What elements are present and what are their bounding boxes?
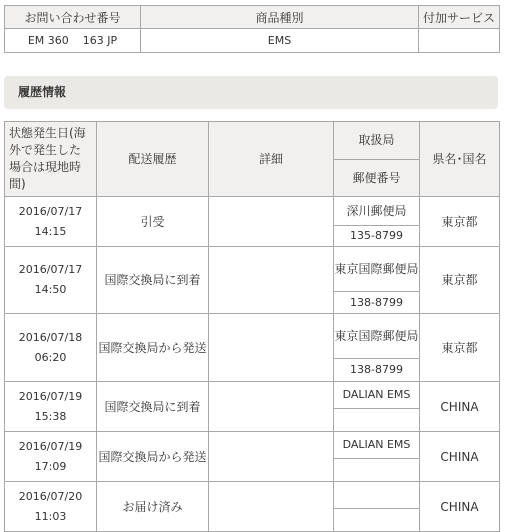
- history-row: [5, 382, 500, 409]
- header-inquiry-number: お問い合わせ番号: [5, 6, 141, 29]
- postal-code: 138-8799: [334, 292, 420, 314]
- event-date: 2016/07/19: [18, 389, 83, 403]
- inquiry-summary-table: [4, 5, 500, 53]
- summary-value-row: [5, 29, 500, 53]
- event-region: 東京都: [420, 197, 500, 247]
- event-status: 引受: [97, 197, 209, 247]
- history-section-title: 履歴情報: [4, 76, 498, 109]
- header-handling-office: 取扱局: [334, 122, 420, 160]
- event-date: 2016/07/19: [18, 439, 83, 453]
- postal-code: [334, 409, 420, 432]
- event-detail: [209, 197, 334, 247]
- postal-code: 138-8799: [334, 359, 420, 382]
- summary-header-row: [5, 6, 500, 29]
- event-region: CHINA: [420, 432, 500, 482]
- header-detail: 詳細: [209, 122, 334, 197]
- product-type: EMS: [141, 29, 419, 53]
- header-additional-service: 付加サービス: [419, 6, 500, 29]
- event-time: 17:09: [34, 459, 67, 473]
- handling-office: [334, 482, 420, 509]
- header-postal-code: 郵便番号: [334, 160, 420, 197]
- event-date: 2016/07/20: [18, 489, 83, 503]
- event-detail: [209, 247, 334, 314]
- handling-office: 東京国際郵便局: [334, 247, 420, 292]
- history-row: [5, 432, 500, 459]
- history-row: [5, 482, 500, 509]
- history-header-row: [5, 122, 500, 160]
- event-time: 14:50: [34, 283, 67, 296]
- event-detail: [209, 482, 334, 532]
- postal-code: [334, 509, 420, 532]
- event-detail: [209, 314, 334, 382]
- header-status-date: 状態発生日(海外で発生した場合は現地時間): [5, 122, 97, 197]
- event-time: 14:15: [34, 224, 67, 238]
- handling-office: 深川郵便局: [334, 197, 420, 226]
- event-region: 東京都: [420, 247, 500, 314]
- event-datetime: [5, 432, 97, 482]
- event-detail: [209, 382, 334, 432]
- event-status: 国際交換局から発送: [97, 432, 209, 482]
- additional-service: [419, 29, 500, 53]
- event-date: 2016/07/18: [18, 330, 83, 344]
- postal-code: 135-8799: [334, 226, 420, 247]
- event-status: 国際交換局に到着: [97, 247, 209, 314]
- event-status: お届け済み: [97, 482, 209, 532]
- handling-office: 東京国際郵便局: [334, 314, 420, 359]
- history-row: [5, 247, 500, 292]
- event-time: 15:38: [34, 409, 67, 423]
- event-datetime: [5, 247, 97, 314]
- handling-office: DALIAN EMS: [334, 382, 420, 409]
- event-time: 11:03: [34, 509, 67, 523]
- header-delivery-status: 配送履歴: [97, 122, 209, 197]
- history-row: [5, 314, 500, 359]
- event-region: CHINA: [420, 482, 500, 532]
- header-product-type: 商品種別: [141, 6, 419, 29]
- event-status: 国際交換局から発送: [97, 314, 209, 382]
- event-detail: [209, 432, 334, 482]
- delivery-history-table: [4, 121, 500, 532]
- event-date: 2016/07/17: [18, 204, 83, 218]
- event-datetime: [5, 197, 97, 247]
- history-row: [5, 197, 500, 226]
- event-region: CHINA: [420, 382, 500, 432]
- header-region: 県名･国名: [420, 122, 500, 197]
- event-status: 国際交換局に到着: [97, 382, 209, 432]
- handling-office: DALIAN EMS: [334, 432, 420, 459]
- event-datetime: [5, 314, 97, 382]
- event-datetime: [5, 482, 97, 532]
- event-time: 06:20: [34, 350, 67, 364]
- event-date: 2016/07/17: [18, 263, 83, 276]
- event-datetime: [5, 382, 97, 432]
- tracking-number: EM 360 163 JP: [5, 29, 141, 53]
- event-region: 東京都: [420, 314, 500, 382]
- postal-code: [334, 459, 420, 482]
